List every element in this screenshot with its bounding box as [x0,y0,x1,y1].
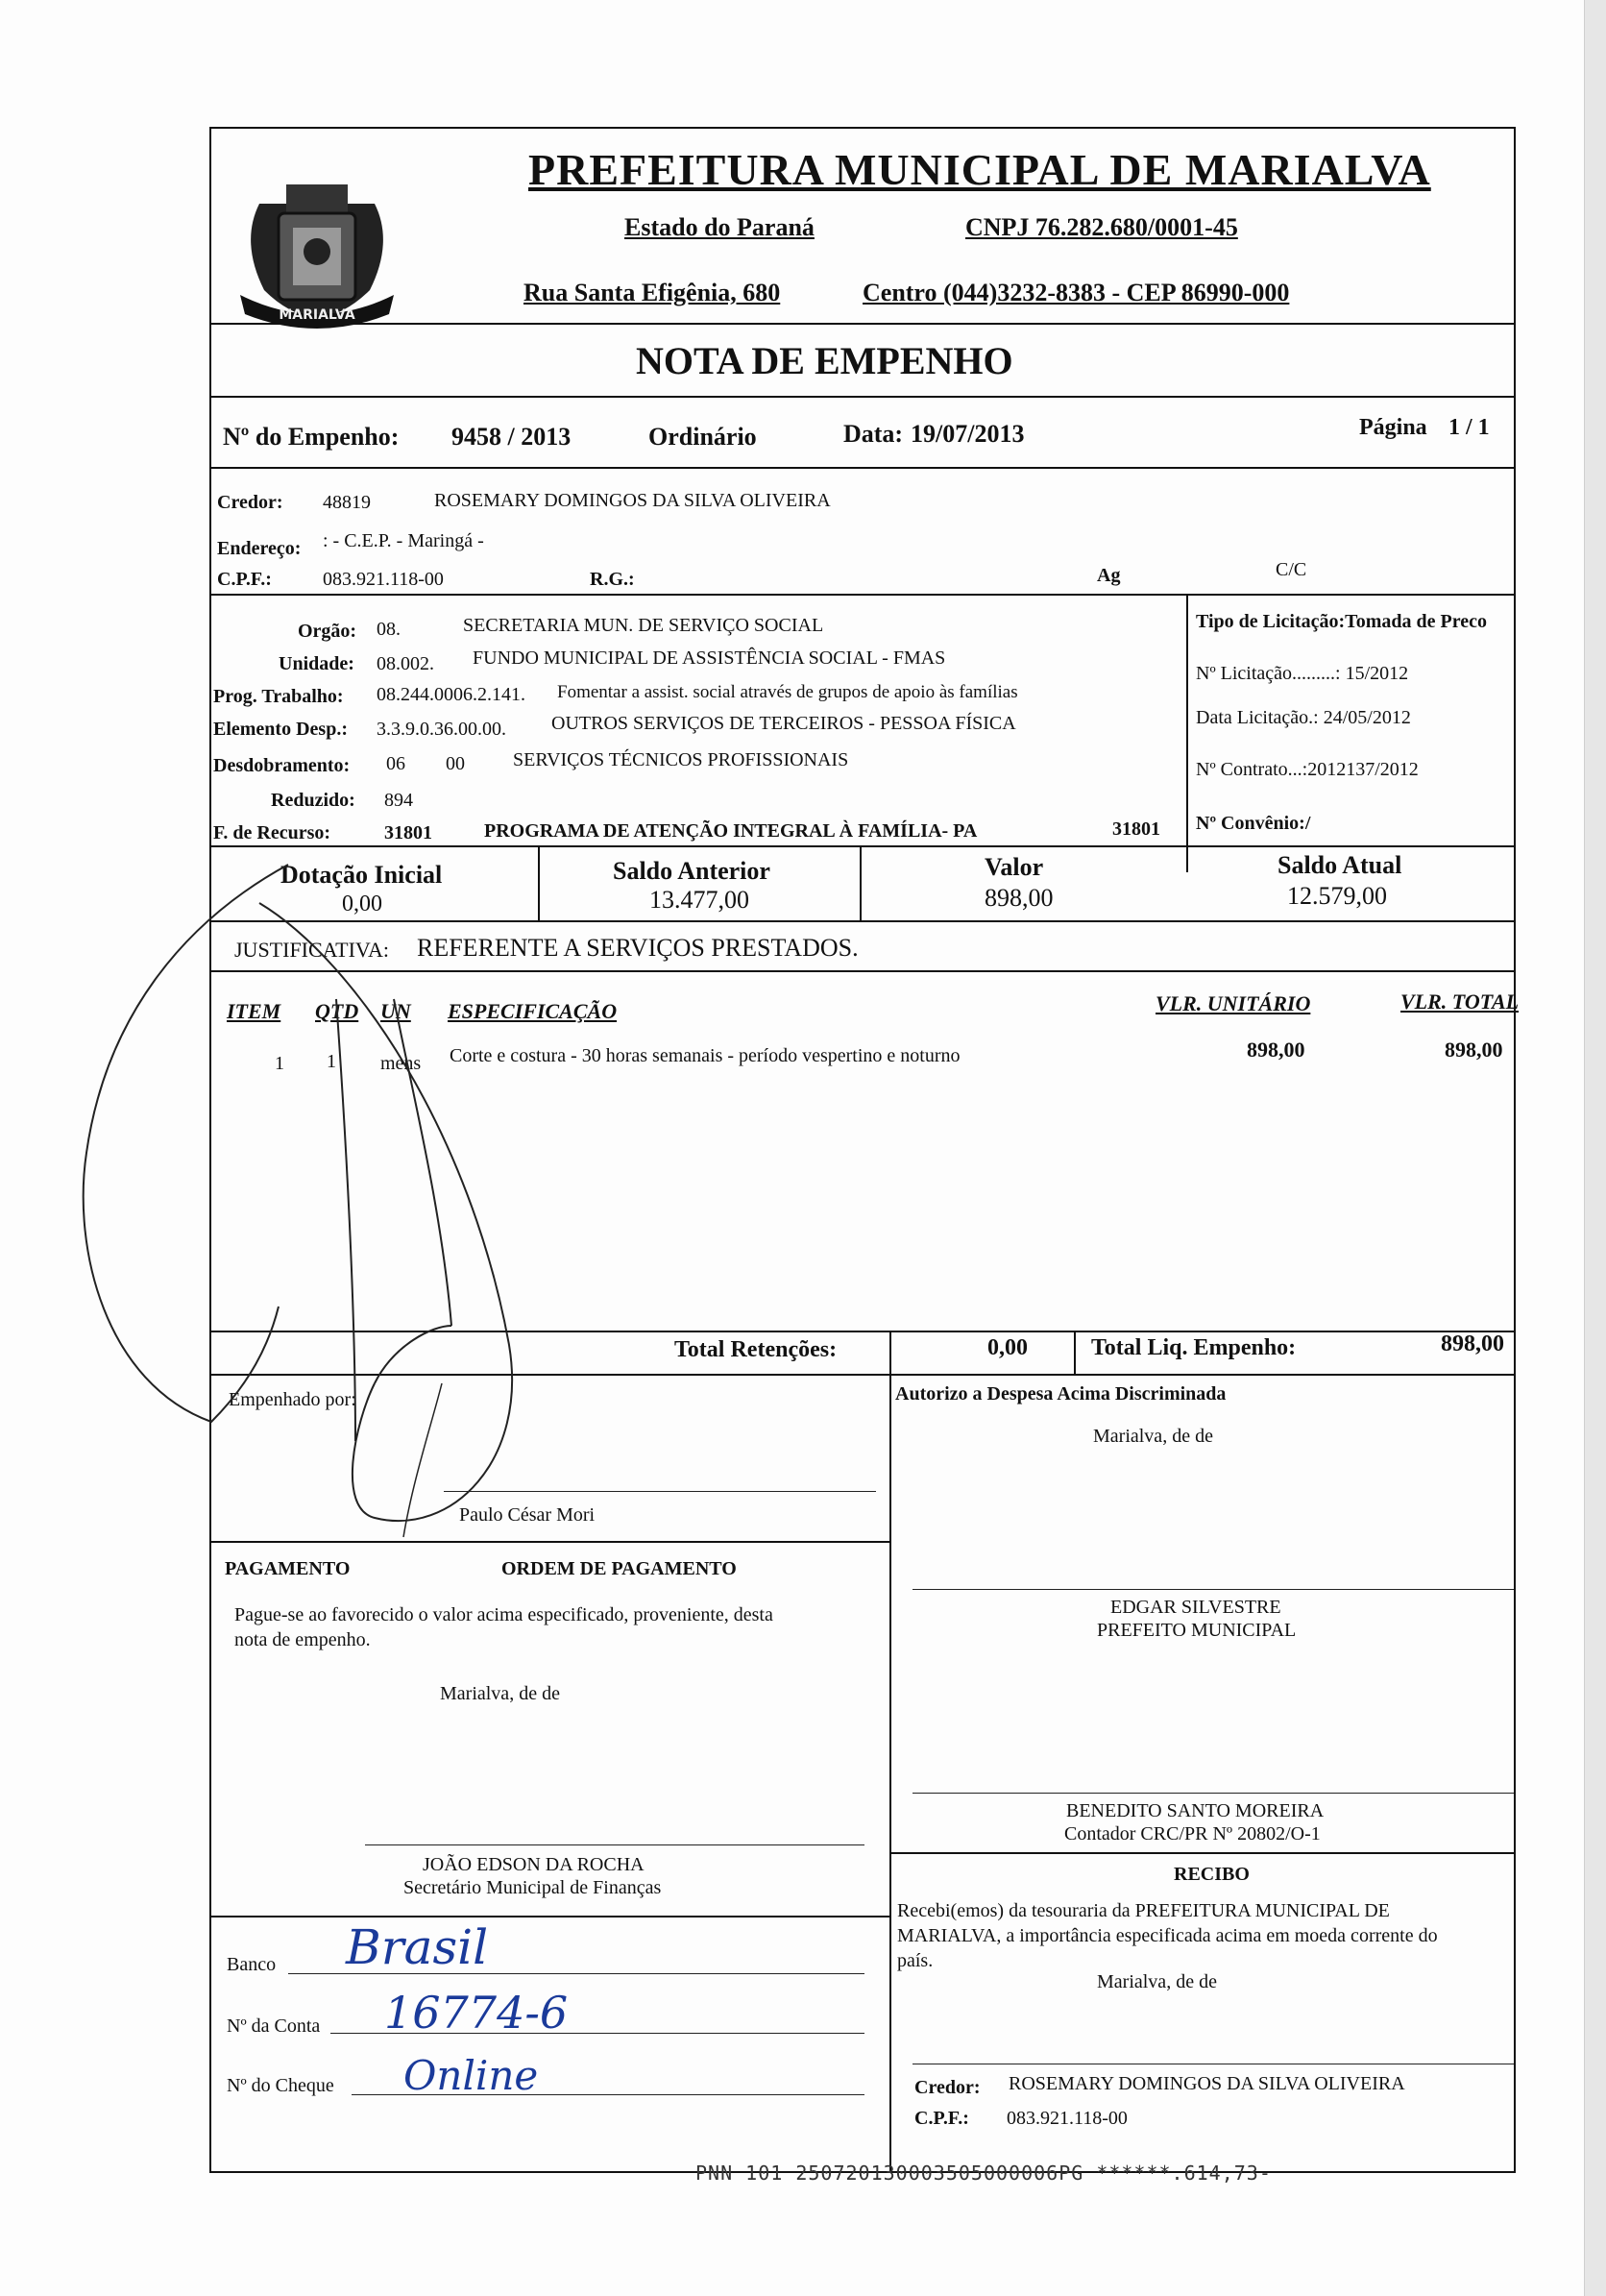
justificativa-label: JUSTIFICATIVA: [234,938,389,962]
pague-line-1: Pague-se ao favorecido o valor acima especificado, proveniente, desta [234,1604,773,1625]
banco-label: Banco [227,1954,277,1975]
signature-line [912,1793,1514,1794]
credor-code: 48819 [323,492,371,513]
prog-label: Prog. Trabalho: [213,686,344,707]
divider [889,1852,1516,1854]
prog-code: 08.244.0006.2.141. [377,684,525,705]
recibo-cpf-value: 083.921.118-00 [1007,2108,1128,2129]
pague-line-2: nota de empenho. [234,1629,371,1650]
cheque-label: Nº do Cheque [227,2075,334,2096]
row-total: 898,00 [1445,1038,1503,1062]
credor-name: ROSEMARY DOMINGOS DA SILVA OLIVEIRA [434,490,831,511]
elem-label: Elemento Desp.: [213,719,348,740]
dotacao-value: 0,00 [342,892,382,916]
row-espec: Corte e costura - 30 horas semanais - período vespertino e noturno [450,1045,961,1066]
divider [889,1374,891,2173]
divider [1074,1331,1076,1374]
page-edge [1584,0,1606,2296]
dotacao-label: Dotação Inicial [280,861,443,889]
saldo-atual-value: 12.579,00 [1287,882,1387,910]
empenho-number: 9458 / 2013 [451,423,572,451]
justificativa-text: REFERENTE A SERVIÇOS PRESTADOS. [417,934,859,962]
licitacao-numero: Nº Licitação.........: 15/2012 [1196,663,1409,684]
saldo-atual-label: Saldo Atual [1278,851,1402,879]
reduzido-label: Reduzido: [271,790,355,811]
cheque-handwritten: Online [403,2052,539,2099]
autorizo-text: Autorizo a Despesa Acima Discriminada [895,1383,1227,1404]
ordem-label: ORDEM DE PAGAMENTO [501,1558,737,1579]
recibo-line-1: Recebi(emos) da tesouraria da PREFEITURA MUNICIPAL DE [897,1900,1390,1921]
elem-code: 3.3.9.0.36.00.00. [377,719,506,740]
licitacao-contrato: Nº Contrato...:2012137/2012 [1196,759,1419,780]
retencoes-value: 0,00 [987,1335,1028,1360]
pagamento-label: PAGAMENTO [225,1558,351,1579]
empenho-label: Nº do Empenho: [223,423,400,451]
reduzido-value: 894 [384,790,413,811]
recurso-code2: 31801 [1112,818,1160,840]
credor-label: Credor: [217,492,283,513]
handwritten-signature-icon [67,845,605,1556]
ag-label: Ag [1097,565,1121,586]
desd-name: SERVIÇOS TÉCNICOS PROFISSIONAIS [513,749,849,770]
empenho-type: Ordinário [648,423,757,451]
doc-title: NOTA DE EMPENHO [636,339,1013,382]
conta-handwritten: 16774-6 [384,1987,569,2039]
svg-text:MARIALVA: MARIALVA [279,307,355,323]
recibo-credor-label: Credor: [914,2077,981,2098]
header-state: Estado do Paraná [624,213,815,241]
recibo-label: RECIBO [1174,1864,1250,1885]
col-total: VLR. TOTAL [1400,989,1520,1014]
orgao-label: Orgão: [298,621,357,642]
col-un: UN [380,999,411,1023]
recurso-label: F. de Recurso: [213,822,331,843]
divider [209,1916,889,1917]
unidade-code: 08.002. [377,653,434,674]
row-unit: 898,00 [1247,1038,1305,1062]
cc-label: C/C [1276,559,1307,580]
divider [209,396,1516,398]
desd-b: 00 [446,753,465,774]
col-item: ITEM [227,999,281,1023]
cpf-label: C.P.F.: [217,569,272,590]
divider [209,467,1516,469]
recibo-credor-name: ROSEMARY DOMINGOS DA SILVA OLIVEIRA [1009,2073,1405,2094]
divider [209,594,1516,596]
orgao-code: 08. [377,619,401,640]
unidade-label: Unidade: [279,653,354,674]
recibo-line-2: MARIALVA, a importância especificada acima em moeda corrente do [897,1925,1438,1946]
orgao-name: SECRETARIA MUN. DE SERVIÇO SOCIAL [463,615,824,636]
secretario-role: Secretário Municipal de Finanças [403,1877,662,1898]
endereco-label: Endereço: [217,538,302,559]
header-district-phone: Centro (044)3232-8383 - CEP 86990-000 [863,279,1290,306]
page-number: 1 / 1 [1448,415,1490,440]
licitacao-convenio: Nº Convênio:/ [1196,813,1311,834]
row-qtd: 1 [327,1051,336,1072]
rg-label: R.G.: [590,569,635,590]
desd-label: Desdobramento: [213,755,351,776]
cpf-value: 083.921.118-00 [323,569,444,590]
unidade-name: FUNDO MUNICIPAL DE ASSISTÊNCIA SOCIAL - FMAS [473,647,946,669]
elem-name: OUTROS SERVIÇOS DE TERCEIROS - PESSOA FÍSICA [551,713,1016,734]
col-unit: VLR. UNITÁRIO [1156,991,1311,1015]
prog-name: Fomentar a assist. social através de grupos de apoio às famílias [557,682,1018,702]
empenhado-label: Empenhado por: [229,1389,356,1410]
licitacao-tipo: Tipo de Licitação:Tomada de Preco [1196,611,1487,632]
conta-label: Nº da Conta [227,2015,321,2037]
divider [1186,594,1188,872]
row-un: mens [380,1053,422,1074]
retencoes-label: Total Retenções: [674,1337,838,1362]
header-cnpj: CNPJ 76.282.680/0001-45 [965,213,1238,241]
header-title: PREFEITURA MUNICIPAL DE MARIALVA [528,145,1431,194]
contador-role: Contador CRC/PR Nº 20802/O-1 [1064,1823,1321,1844]
pagamento-place-date: Marialva, de de [440,1683,560,1704]
col-qtd: QTD [315,999,359,1023]
recibo-line-3: país. [897,1950,934,1971]
total-liq-value: 898,00 [1441,1331,1504,1356]
prefeito-name: EDGAR SILVESTRE [1110,1597,1281,1618]
empenho-date-label: Data: [843,420,904,448]
signature-line [365,1844,864,1845]
row-item: 1 [275,1053,284,1074]
desd-a: 06 [386,753,405,774]
banco-handwritten: Brasil [346,1919,489,1975]
saldo-anterior-value: 13.477,00 [649,886,749,914]
prefeito-role: PREFEITO MUNICIPAL [1097,1620,1297,1641]
col-espec: ESPECIFICAÇÃO [448,999,618,1023]
contador-name: BENEDITO SANTO MOREIRA [1066,1800,1325,1821]
empenho-date: 19/07/2013 [911,420,1025,448]
saldo-anterior-label: Saldo Anterior [613,857,770,885]
valor-value: 898,00 [985,884,1054,912]
signature-line [912,1589,1514,1590]
recibo-place-date: Marialva, de de [1097,1971,1217,1992]
valor-label: Valor [985,853,1044,881]
divider [209,323,1516,325]
page-label: Página [1359,415,1427,440]
autorizo-place-date: Marialva, de de [1093,1426,1213,1447]
divider [860,845,862,920]
recurso-code: 31801 [384,822,432,843]
secretario-name: JOÃO EDSON DA ROCHA [423,1854,645,1875]
footer-code: PNN 101 250720130003505000006PG ******.614,73- [695,2162,1272,2185]
divider [889,1331,891,1374]
header-address: Rua Santa Efigênia, 680 [523,279,781,306]
empenhado-name: Paulo César Mori [459,1504,596,1526]
recibo-cpf-label: C.P.F.: [914,2108,969,2129]
recurso-name: PROGRAMA DE ATENÇÃO INTEGRAL À FAMÍLIA- PA [484,820,978,842]
total-liq-label: Total Liq. Empenho: [1091,1335,1297,1360]
municipal-crest-icon [221,146,413,338]
endereco-value: : - C.E.P. - Maringá - [323,530,484,551]
licitacao-data: Data Licitação.: 24/05/2012 [1196,707,1411,728]
